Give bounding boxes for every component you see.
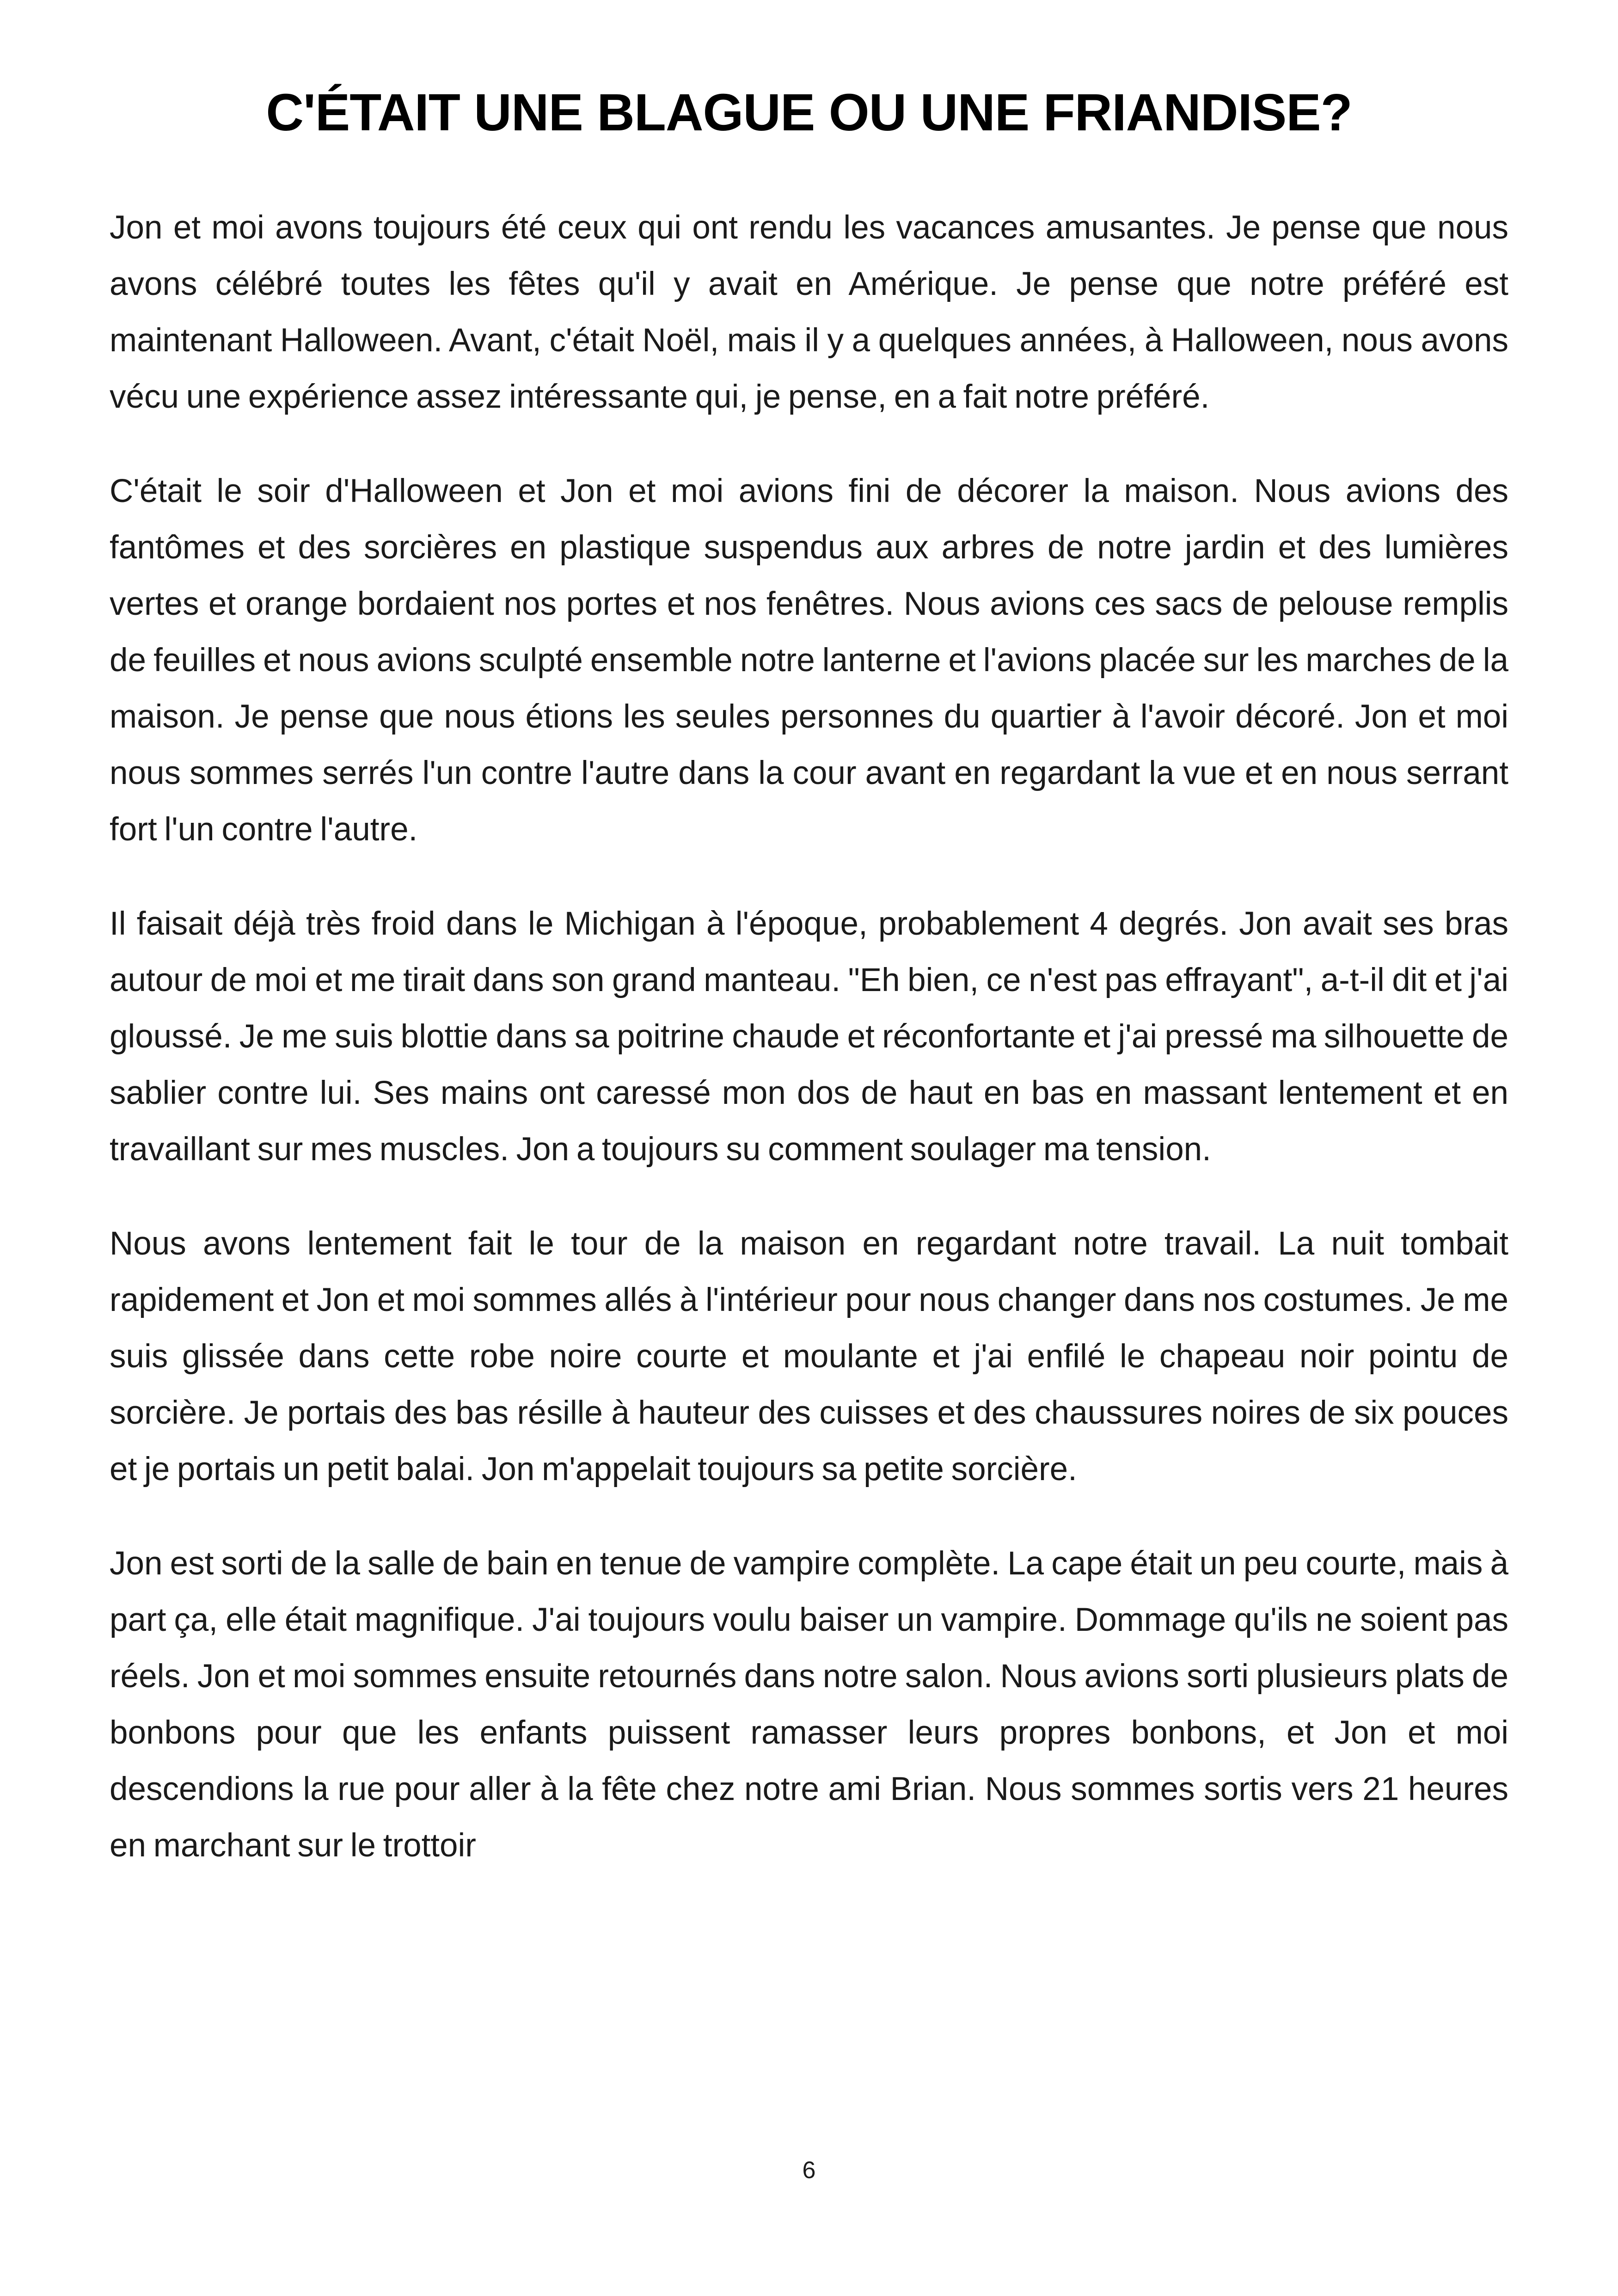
paragraph: Nous avons lentement fait le tour de la maison en regardant notre travail. La nuit tombait rapidement et Jon et moi sommes allés à l'intérieur pour nous changer dans nos costumes. Je me suis glissée dans cette robe noire courte et moulante et j'ai enfilé le chapeau noir pointu de sorcière. Je portais des bas résille à hauteur des cuisses et des chaussures noires de six pouces et je portais un petit balai. Jon m'appelait toujours sa petite sorcière. (110, 1225, 1508, 1488)
paragraph: Il faisait déjà très froid dans le Michigan à l'époque, probablement 4 degrés. Jon avait ses bras autour de moi et me tirait dans son grand manteau. "Eh bien, ce n'est pas effrayant", a-t-il dit et j'ai gloussé. Je me suis blottie dans sa poitrine chaude et réconfortante et j'ai pressé ma silhouette de sablier contre lui. Ses mains ont caressé mon dos de haut en bas en massant lentement et en travaillant sur mes muscles. Jon a toujours su comment soulager ma tension. (110, 906, 1508, 1168)
paragraph: Jon est sorti de la salle de bain en tenue de vampire complète. La cape était un peu courte, mais à part ça, elle était magnifique. J'ai toujours voulu baiser un vampire. Dommage qu'ils ne soient pas réels. Jon et moi sommes ensuite retournés dans notre salon. Nous avions sorti plusieurs plats de bonbons pour que les enfants puissent ramasser leurs propres bonbons, et Jon et moi descendions la rue pour aller à la fête chez notre ami Brian. Nous sommes sortis vers 21 heures en marchant sur le trottoir (110, 1545, 1508, 1864)
page-number: 6 (802, 2157, 816, 2184)
paragraph: Jon et moi avons toujours été ceux qui ont rendu les vacances amusantes. Je pense que nous avons célébré toutes les fêtes qu'il y avait en Amérique. Je pense que notre préféré est maintenant Halloween. Avant, c'était Noël, mais il y a quelques années, à Halloween, nous avons vécu une expérience assez intéressante qui, je pense, en a fait notre préféré. (110, 209, 1508, 415)
page-title: C'ÉTAIT UNE BLAGUE OU UNE FRIANDISE? (266, 83, 1352, 141)
body-text (110, 200, 1508, 1912)
paragraph: C'était le soir d'Halloween et Jon et moi avions fini de décorer la maison. Nous avions des fantômes et des sorcières en plastique suspendus aux arbres de notre jardin et des lumières vertes et orange bordaient nos portes et nos fenêtres. Nous avions ces sacs de pelouse remplis de feuilles et nous avions sculpté ensemble notre lanterne et l'avions placée sur les marches de la maison. Je pense que nous étions les seules personnes du quartier à l'avoir décoré. Jon et moi nous sommes serrés l'un contre l'autre dans la cour avant en regardant la vue et en nous serrant fort l'un contre l'autre. (110, 473, 1508, 848)
